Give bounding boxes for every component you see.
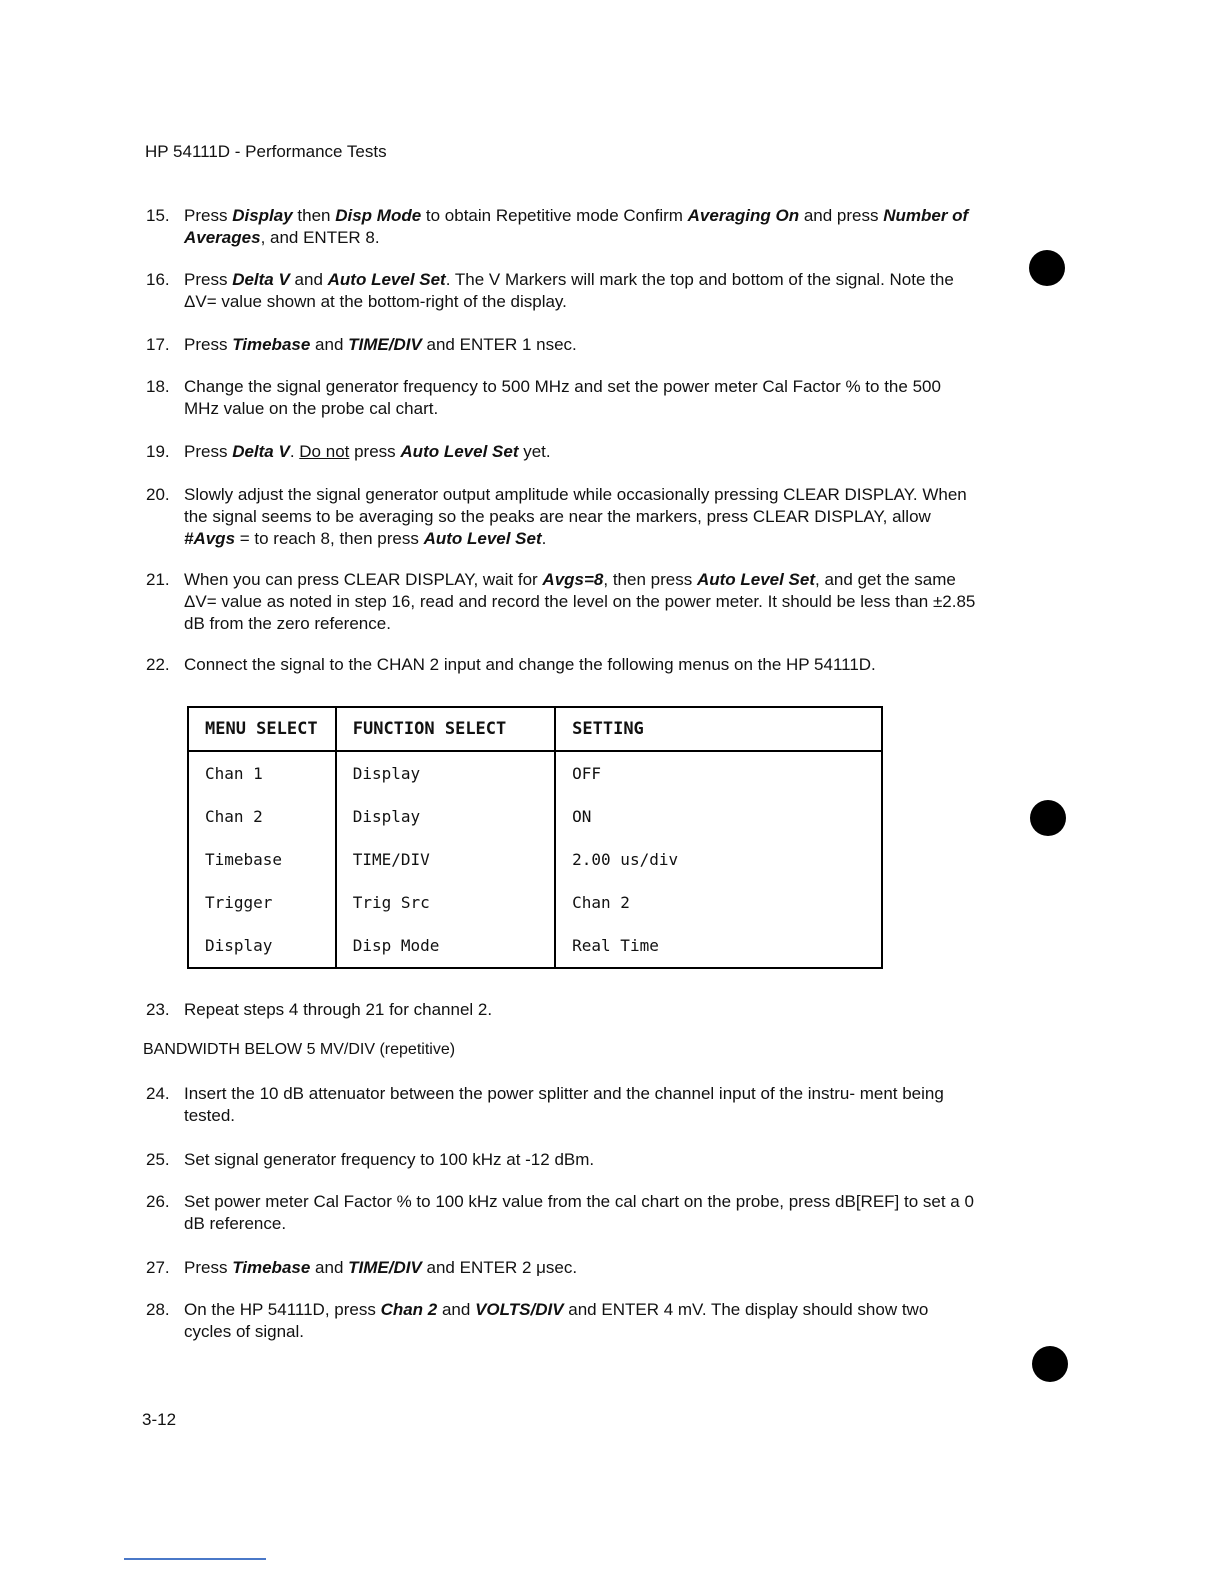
step-text: Slowly adjust the signal generator output amplitude while occasionally pressing CLEAR DISPLAY. When the signal seems to be averaging so the peaks are near the markers, press CLEAR DISPLAY, allow #Avgs = to reach 8, then press Auto Level Set. <box>184 485 967 548</box>
table-row <box>188 924 882 968</box>
table-cell: Timebase <box>188 838 336 881</box>
step-number: 28. <box>146 1300 170 1319</box>
table-row <box>188 838 882 881</box>
step-number: 25. <box>146 1150 170 1169</box>
step-text: Connect the signal to the CHAN 2 input and change the following menus on the HP 54111D. <box>184 655 876 674</box>
step-number: 20. <box>146 485 170 504</box>
table-cell: Trigger <box>188 881 336 924</box>
table-cell: TIME/DIV <box>336 838 555 881</box>
step-17 <box>146 334 976 356</box>
step-22 <box>146 654 976 676</box>
table-row <box>188 881 882 924</box>
table-cell: Display <box>188 924 336 968</box>
step-text: Press Timebase and TIME/DIV and ENTER 1 nsec. <box>184 335 577 354</box>
step-number: 22. <box>146 655 170 674</box>
step-number: 26. <box>146 1192 170 1211</box>
table-cell: ON <box>555 795 882 838</box>
step-24 <box>146 1083 976 1127</box>
step-number: 19. <box>146 442 170 461</box>
punch-hole-icon <box>1029 250 1065 286</box>
menu-settings-table <box>187 706 883 969</box>
step-number: 21. <box>146 570 170 589</box>
table-cell: Real Time <box>555 924 882 968</box>
table-cell: Disp Mode <box>336 924 555 968</box>
table-row <box>188 795 882 838</box>
column-header: MENU SELECT <box>188 707 336 751</box>
table-cell: Chan 2 <box>555 881 882 924</box>
table-cell: OFF <box>555 751 882 795</box>
step-20 <box>146 484 976 550</box>
page-number: 3-12 <box>142 1410 177 1429</box>
page-header: HP 54111D - Performance Tests <box>145 142 387 161</box>
step-text: Set signal generator frequency to 100 kHz at -12 dBm. <box>184 1150 595 1169</box>
step-19 <box>146 441 976 463</box>
step-number: 18. <box>146 377 170 396</box>
step-27 <box>146 1257 976 1279</box>
punch-hole-icon <box>1032 1346 1068 1382</box>
step-15 <box>146 205 976 249</box>
step-number: 16. <box>146 270 170 289</box>
step-28 <box>146 1299 976 1343</box>
step-number: 27. <box>146 1258 170 1277</box>
step-23 <box>146 999 976 1021</box>
step-text: On the HP 54111D, press Chan 2 and VOLTS/DIV and ENTER 4 mV. The display should show two cycles of signal. <box>184 1300 929 1341</box>
column-header: SETTING <box>555 707 882 751</box>
step-25 <box>146 1149 976 1171</box>
table-header-row <box>188 707 882 751</box>
section-heading: BANDWIDTH BELOW 5 MV/DIV (repetitive) <box>143 1041 456 1058</box>
step-text: When you can press CLEAR DISPLAY, wait for Avgs=8, then press Auto Level Set, and get the same ΔV= value as noted in step 16, read and record the level on the power meter. It should be less than ±2.85 dB from the zero reference. <box>184 570 976 633</box>
step-16 <box>146 269 976 313</box>
step-number: 24. <box>146 1084 170 1103</box>
step-21 <box>146 569 976 635</box>
step-text: Press Delta V. Do not press Auto Level Set yet. <box>184 442 551 461</box>
step-text: Press Display then Disp Mode to obtain Repetitive mode Confirm Averaging On and press Number of Averages, and ENTER 8. <box>184 206 969 247</box>
step-number: 23. <box>146 1000 170 1019</box>
table-cell: 2.00 us/div <box>555 838 882 881</box>
table-row <box>188 751 882 795</box>
step-18 <box>146 376 976 420</box>
table-cell: Trig Src <box>336 881 555 924</box>
step-text: Change the signal generator frequency to 500 MHz and set the power meter Cal Factor % to the 500 MHz value on the probe cal chart. <box>184 377 941 418</box>
step-text: Press Timebase and TIME/DIV and ENTER 2 μsec. <box>184 1258 578 1277</box>
step-number: 15. <box>146 206 170 225</box>
table-cell: Chan 2 <box>188 795 336 838</box>
step-text: Repeat steps 4 through 21 for channel 2. <box>184 1000 493 1019</box>
table-cell: Display <box>336 751 555 795</box>
column-header: FUNCTION SELECT <box>336 707 555 751</box>
table-cell: Chan 1 <box>188 751 336 795</box>
table-cell: Display <box>336 795 555 838</box>
divider <box>124 1558 266 1560</box>
step-text: Press Delta V and Auto Level Set. The V Markers will mark the top and bottom of the signal. Note the ΔV= value shown at the bottom-right of the display. <box>184 270 954 311</box>
step-26 <box>146 1191 976 1235</box>
step-text: Set power meter Cal Factor % to 100 kHz value from the cal chart on the probe, press dB[REF] to set a 0 dB reference. <box>184 1192 974 1233</box>
step-text: Insert the 10 dB attenuator between the power splitter and the channel input of the instru- ment being tested. <box>184 1084 944 1125</box>
punch-hole-icon <box>1030 800 1066 836</box>
step-number: 17. <box>146 335 170 354</box>
